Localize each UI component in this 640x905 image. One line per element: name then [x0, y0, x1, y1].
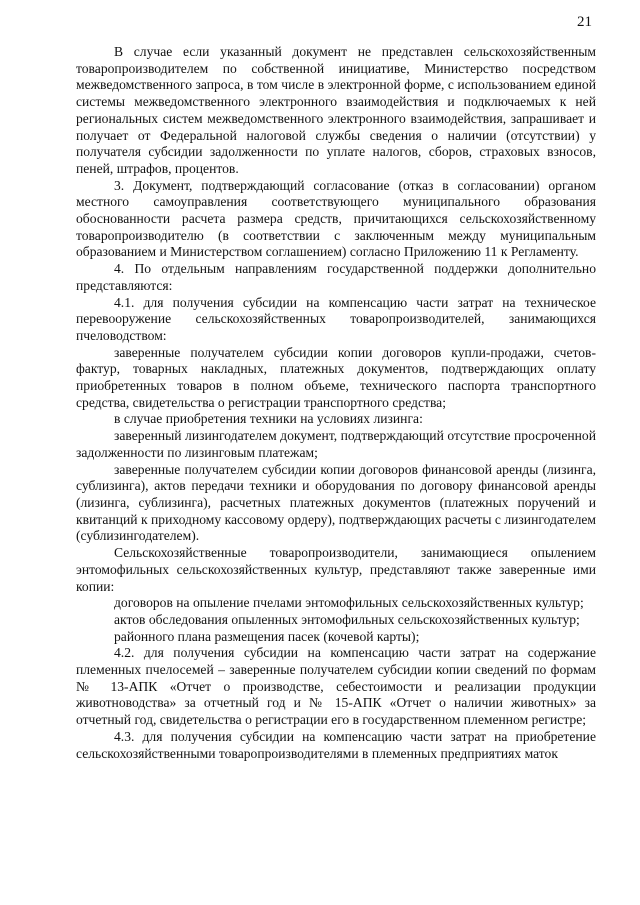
paragraph-purchase-documents: заверенные получателем субсидии копии договоров купли-продажи, счетов-фактур, товарных накладных, платежных документов, подтверждающих оплату приобретенных товаров в полном объеме, технического паспорта транспортного средства, свидетельства о регистрации транспортного средства; — [76, 344, 596, 410]
page-number: 21 — [577, 14, 592, 30]
paragraph-leasing-case: в случае приобретения техники на условиях лизинга: — [114, 411, 423, 427]
paragraph-inspection-acts: актов обследования опыленных энтомофильных сельскохозяйственных культур; — [114, 611, 580, 627]
paragraph-leasing-debt: заверенный лизингодателем документ, подтверждающий отсутствие просроченной задолженности по лизинговым платежам; — [76, 428, 596, 460]
paragraph-leasing-copies: заверенные получателем субсидии копии договоров финансовой аренды (лизинга, сублизинга), актов передачи техники и оборудования по договору финансовой аренды (лизинга, сублизинга), расчетных платежных документов (платежных поручений и квитанций к приходному кассовому ордеру), подтверждающих расчеты с лизингодателем (сублизингодателем). — [76, 461, 596, 544]
paragraph-item-4: 4. По отдельным направлениям государственной поддержки дополнительно представляются: — [76, 261, 596, 293]
paragraph-item-4-1: 4.1. для получения субсидии на компенсацию части затрат на техническое перевооружение сельскохозяйственных товаропроизводителей, занимающихся пчеловодством: — [76, 294, 596, 343]
paragraph-item-4-2: 4.2. для получения субсидии на компенсацию части затрат на содержание племенных пчелосемей – заверенные получателем субсидии копии сведений по формам № 13-АПК «Отчет о производстве, себестоимости и реализации продукции животноводства» за отчетный год и № 15-АПК «Отчет о наличии животных» за отчетный год, свидетельства о регистрации его в государственном племенном регистре; — [76, 645, 596, 728]
paragraph-apiary-plan: районного плана размещения пасек (кочевой карты); — [114, 628, 420, 644]
paragraph-pollination-contracts: договоров на опыление пчелами энтомофильных сельскохозяйственных культур; — [114, 595, 584, 611]
paragraph-pollination-producers: Сельскохозяйственные товаропроизводители, занимающиеся опылением энтомофильных сельскохозяйственных культур, представляют также заверенные ими копии: — [76, 545, 596, 594]
paragraph-item-4-3: 4.3. для получения субсидии на компенсацию части затрат на приобретение сельскохозяйственными товаропроизводителями в племенных предприятиях маток — [76, 728, 596, 761]
paragraph-request-info: В случае если указанный документ не представлен сельскохозяйственным товаропроизводителем по собственной инициативе, Министерство посредством межведомственного запроса, в том числе в электронной форме, с использованием единой системы межведомственного электронного взаимодействия и подключаемых к ней региональных систем межведомственного электронного взаимодействия, запрашивает и получает от Федеральной налоговой службы сведения о наличии (отсутствии) у получателя субсидии задолженности по уплате налогов, сборов, страховых взносов, пеней, штрафов, процентов. — [76, 44, 596, 176]
paragraph-item-3: 3. Документ, подтверждающий согласование (отказ в согласовании) органом местного самоуправления соответствующего муниципального образования обоснованности расчета размера средств, причитающихся сельскохозяйственному товаропроизводителю (в соответствии с заключенным между муниципальным образованием и Министерством соглашением) согласно Приложению 11 к Регламенту. — [76, 177, 596, 260]
document-body — [76, 44, 596, 762]
